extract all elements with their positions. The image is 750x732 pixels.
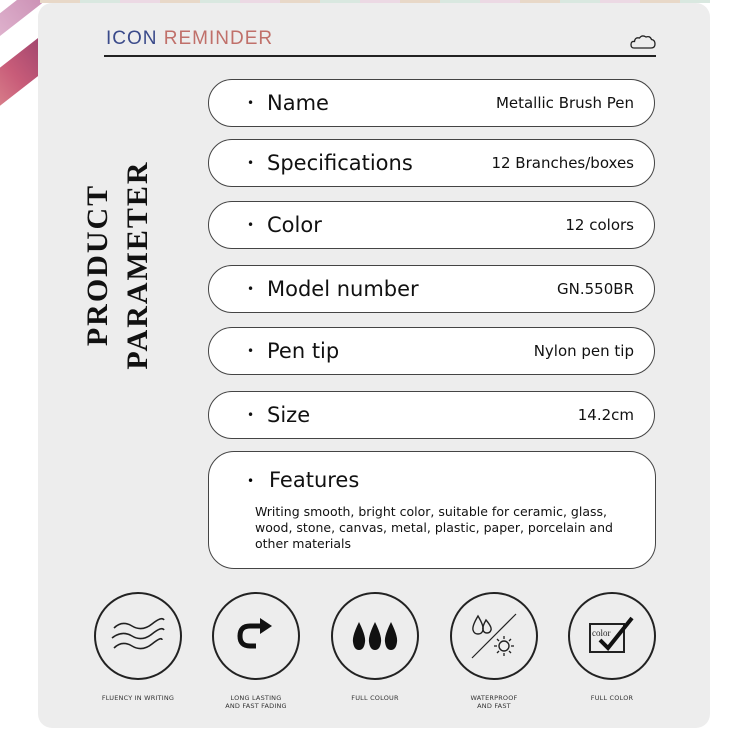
param-value: Metallic Brush Pen [495, 94, 634, 112]
param-label: Pen tip [267, 339, 340, 363]
header-title-word2: REMINDER [163, 28, 274, 49]
feature-long-lasting [201, 592, 311, 710]
param-label: Specifications [267, 151, 413, 175]
header-title [106, 28, 273, 50]
param-value: 12 Branches/boxes [491, 154, 634, 172]
param-row-model-number [208, 265, 655, 313]
feature-full-color [557, 592, 667, 702]
color-check-icon [568, 592, 656, 680]
icon-caption: WATERPROOF AND FAST [470, 694, 518, 710]
icon-caption: FULL COLOUR [351, 694, 399, 702]
feature-waterproof [439, 592, 549, 710]
bullet: • [247, 344, 255, 358]
icon-caption: LONG LASTING AND FAST FADING [225, 694, 287, 710]
water-sun-icon [450, 592, 538, 680]
header-title-word1: ICON [106, 28, 158, 49]
param-row-color [208, 201, 655, 249]
bullet: • [247, 218, 255, 232]
param-value: 12 colors [565, 216, 634, 234]
bullet: • [247, 156, 255, 170]
bullet: • [247, 96, 255, 110]
param-value: 14.2cm [577, 406, 634, 424]
bullet: • [247, 408, 255, 422]
bullet: • [247, 474, 255, 488]
waves-icon [94, 592, 182, 680]
return-arrow-icon [212, 592, 300, 680]
icon-caption: FULL COLOR [590, 694, 634, 702]
icon-caption: FLUENCY IN WRITING [101, 694, 175, 702]
param-row-specifications [208, 139, 655, 187]
ink-drops-icon [331, 592, 419, 680]
side-title-line1: PRODUCT [81, 183, 114, 347]
param-value: GN.550BR [557, 280, 634, 298]
param-row-pen-tip [208, 327, 655, 375]
param-label: Model number [267, 277, 419, 301]
features-box [208, 451, 656, 569]
features-label: Features [269, 468, 360, 492]
bullet: • [247, 282, 255, 296]
feature-fluency [83, 592, 193, 702]
param-value: Nylon pen tip [533, 342, 634, 360]
side-title-line2: PARAMETER [121, 160, 154, 370]
feature-full-colour [320, 592, 430, 702]
param-label: Color [267, 213, 322, 237]
param-label: Name [267, 91, 329, 115]
side-title [78, 90, 158, 440]
color-icon-text: color [592, 628, 611, 638]
features-description: Writing smooth, bright color, suitable for ceramic, glass, wood, stone, canvas, metal, plastic, paper, porcelain and other materials [255, 504, 613, 551]
param-row-size [208, 391, 655, 439]
param-row-name [208, 79, 655, 127]
header-divider [104, 55, 656, 57]
cloud-icon [630, 34, 656, 50]
param-label: Size [267, 403, 311, 427]
